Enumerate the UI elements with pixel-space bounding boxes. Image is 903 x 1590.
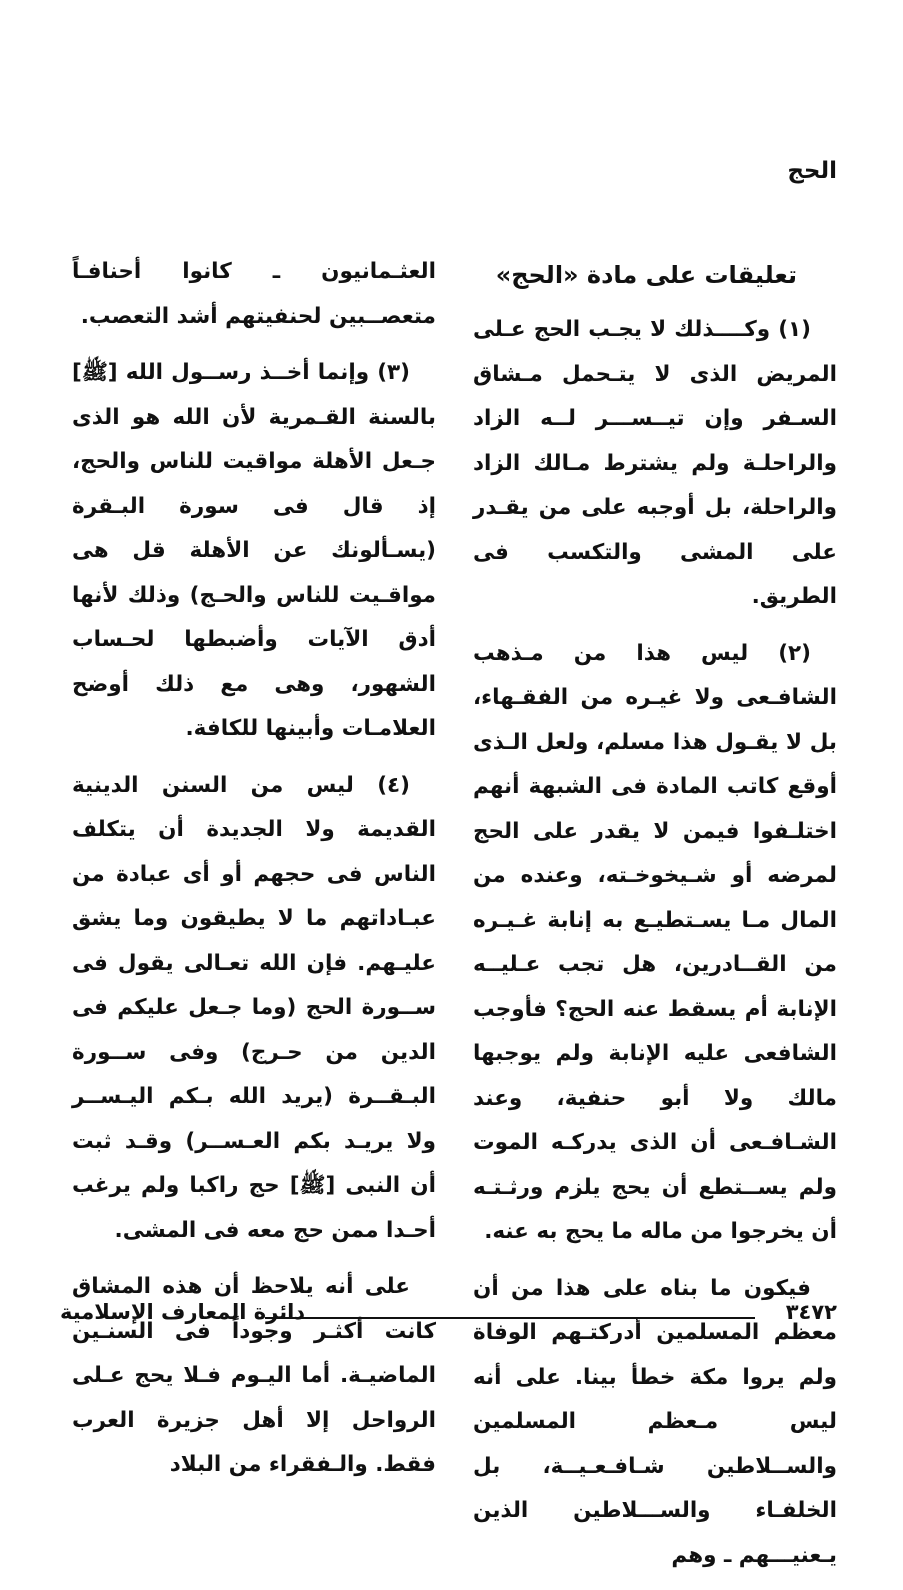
paragraph-5: (٤) ليس من السنن الدينية القديمة ولا الجديدة أن يتكلف الناس فى حجهم أو أى عبادة من عبـاداتهم ما لا يطيقون وما يشق عليـهم. فإن الله تعـالى يقول فى ســورة الحج (وما جـعل عليكم فى الدين من حـرج) وفى ســورة البـقــرة (يريد الله بـكم اليـســر ولا يريـد بكم العـســر) وقـد ثبت أن النبى [ﷺ] حج راكبا ولم يرغب أحـدا ممن حج معه فى المشى. [72, 772, 436, 1243]
page-number: ٣٤٧٢ [785, 1300, 837, 1324]
running-title: الحج [787, 158, 837, 184]
paragraph-3: فيكون ما بناه على هذا من أن معظم المسلمين أدركتـهم الوفاة ولم يروا مكة خطأ بينا. على أنه ليس مـعظم المسلمين والســلاطين شـافـعـيــة، بل الخلفـاء والســـلاطين الذين يـعنيـــهم ـ وهم [473, 1275, 837, 1568]
page-footer [60, 1300, 837, 1330]
paragraph-6: على أنه يلاحظ أن هذه المشاق كانت أكثـر وجوداً فى السنـين الماضيـة. أما اليـوم فـلا يحج عـلى الرواحل إلا أهل جزيرة العرب فقط. والـفقراء من البلاد [72, 1274, 436, 1477]
paragraph-2: (٢) ليس هذا من مـذهب الشافـعى ولا غيـره من الفقـهاء، بل لا يقـول هذا مسلم، ولعل الـذى أوقع كاتب المادة فى الشبهة أنهم اختلـفوا فيمن لا يقدر على الحج لمرضه أو شـيخوخـته، وعنده من المال مـا يسـتطيـع به إنابة غـيـره من القــادرين، هل تجب عـليــه الإنابة أم يسقط عنه الحج؟ فأوجب الشافعى عليه الإنابة ولم يوجبها مالك ولا أبو حنفية، وعند الشـافـعى أن الذى يدركـه الموت ولم يســتطع أن يحج يلزم ورثـتـه أن يخرجوا من ماله ما يحج به عنه. [473, 640, 837, 1244]
section-heading: تعليقات على مادة «الحج» [495, 261, 797, 289]
paragraph-1: (١) وكــــذلك لا يجـب الحج عـلى المريض الذى لا يتـحمل مـشاق السـفر وإن تيــســـر لــه الزاد والراحلـة ولم يشترط مـالك الزاد والراحلة، بل أوجبه على من يقـدر على المشى والتكسب فى الطريق. [473, 317, 837, 609]
footer-rule [265, 1317, 755, 1319]
paragraph-4: (٣) وإنما أخــذ رســول الله [ﷺ] بالسنة القـمرية لأن الله هو الذى جـعل الأهلة مواقيت للناس والحج، إذ قال فى سورة البـقرة (يسـألونك عن الأهلة قل هى مواقـيت للناس والحـج) وذلك لأنها أدق الآيات وأضبطها لحـساب الشهور، وهى مع ذلك أوضح العلامـات وأبينها للكافة. [72, 360, 436, 741]
paragraph-continuation: العثـمانيون ـ كانوا أحنافـاً متعصــبين لحنفيتهم أشد التعصب. [72, 259, 436, 329]
right-column [473, 250, 837, 1590]
publication-name: دائرة المعارف الإسلامية [60, 1300, 306, 1324]
